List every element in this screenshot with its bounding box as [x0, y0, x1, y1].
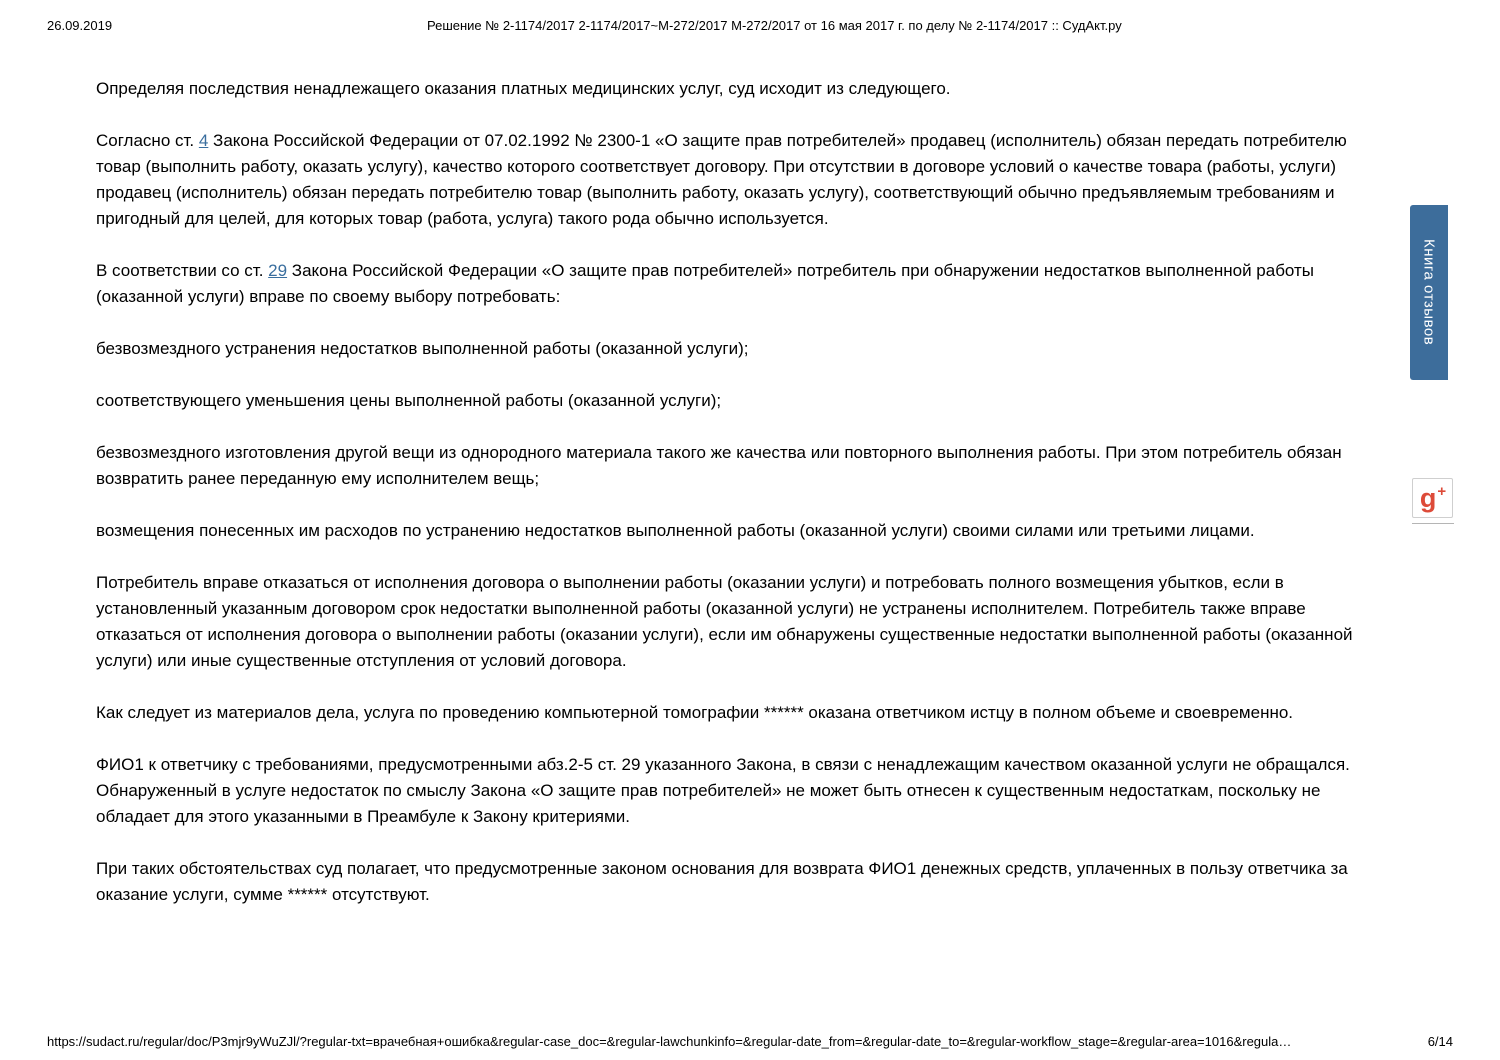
paragraph-text: Закона Российской Федерации «О защите прав потребителей» потребитель при обнаружении недостатков выполненной работы (оказанной услуги) вправе по своему выбору потребовать:	[96, 261, 1315, 306]
paragraph-text: безвозмездного устранения недостатков выполненной работы (оказанной услуги);	[96, 339, 749, 358]
google-plus-icon-plus: +	[1437, 482, 1447, 500]
paragraph-text: возмещения понесенных им расходов по устранению недостатков выполненной работы (оказанной услуги) своими силами или третьими лицами.	[96, 521, 1255, 540]
google-plus-icon: g	[1419, 482, 1437, 513]
paragraph-text: При таких обстоятельствах суд полагает, что предусмотренные законом основания для возврата ФИО1 денежных средств, уплаченных в пользу ответчика за оказание услуги, сумме ****** отсутствуют.	[96, 859, 1348, 904]
footer-page-number: 6/14	[1427, 1034, 1453, 1049]
document-paragraph	[96, 258, 1358, 310]
paragraph-text: В соответствии со ст.	[96, 261, 269, 280]
paragraph-text: Потребитель вправе отказаться от исполнения договора о выполнении работы (оказании услуги) и потребовать полного возмещения убытков, если в установленный указанным договором срок недостатки выполненной работы (оказанной услуги) не устранены исполнителем. Потребитель также вправе отказаться от исполнения договора о выполнении работы (оказании услуги), если им обнаружены существенные недостатки выполненной работы (оказанной услуги) или иные существенные отступления от условий договора.	[96, 573, 1353, 670]
document-paragraph	[96, 440, 1358, 492]
document-paragraph	[96, 336, 1358, 362]
print-header	[0, 18, 1500, 38]
feedback-tab[interactable]	[1410, 205, 1448, 380]
document-paragraph	[96, 856, 1358, 908]
article-link[interactable]: 4	[198, 131, 209, 150]
page-title: Решение № 2-1174/2017 2-1174/2017~М-272/2017 М-272/2017 от 16 мая 2017 г. по делу № 2-1174/2017 :: СудАкт.ру	[427, 18, 1122, 33]
feedback-tab-label: Книга отзывов	[1420, 239, 1438, 346]
google-plus-button[interactable]	[1412, 478, 1453, 518]
document-paragraph	[96, 570, 1358, 674]
article-link[interactable]: 29	[268, 261, 288, 280]
paragraph-text: Как следует из материалов дела, услуга по проведению компьютерной томографии ****** оказана ответчиком истцу в полном объеме и своевременно.	[96, 703, 1294, 722]
document-paragraph	[96, 700, 1358, 726]
document-paragraph	[96, 76, 1358, 102]
document-paragraph	[96, 128, 1358, 232]
footer-url: https://sudact.ru/regular/doc/P3mjr9yWuZJl/?regular-txt=врачебная+ошибка&regular-case_doc=&regular-lawchunkinfo=&regular-date_from=&regular-date_to=&regular-workflow_stage=&regular-area=1016&regula…	[47, 1034, 1292, 1049]
document-paragraph	[96, 518, 1358, 544]
print-footer	[47, 1034, 1453, 1052]
paragraph-text: соответствующего уменьшения цены выполненной работы (оказанной услуги);	[96, 391, 722, 410]
paragraph-text: Согласно ст.	[96, 131, 199, 150]
paragraph-text: ФИО1 к ответчику с требованиями, предусмотренными абз.2-5 ст. 29 указанного Закона, в связи с ненадлежащим качеством оказанной услуги не обращался. Обнаруженный в услуге недостаток по смыслу Закона «О защите прав потребителей» не может быть отнесен к существенным недостаткам, поскольку не обладает для этого указанными в Преамбуле к Закону критериями.	[96, 755, 1350, 826]
paragraph-text: Определяя последствия ненадлежащего оказания платных медицинских услуг, суд исходит из следующего.	[96, 79, 951, 98]
document-paragraph	[96, 388, 1358, 414]
paragraph-text: Закона Российской Федерации от 07.02.1992 № 2300-1 «О защите прав потребителей» продавец (исполнитель) обязан передать потребителю товар (выполнить работу, оказать услугу), качество которого соответствует договору. При отсутствии в договоре условий о качестве товара (работы, услуги) продавец (исполнитель) обязан передать потребителю товар (выполнить работу, оказать услугу), соответствующий обычно предъявляемым требованиям и пригодный для целей, для которых товар (работа, услуга) такого рода обычно используется.	[96, 131, 1347, 228]
document-body	[96, 76, 1358, 934]
google-plus-underline	[1412, 523, 1454, 524]
paragraph-text: безвозмездного изготовления другой вещи из однородного материала такого же качества или повторного выполнения работы. При этом потребитель обязан возвратить ранее переданную ему исполнителем вещь;	[96, 443, 1342, 488]
print-date: 26.09.2019	[47, 18, 113, 33]
document-paragraph	[96, 752, 1358, 830]
